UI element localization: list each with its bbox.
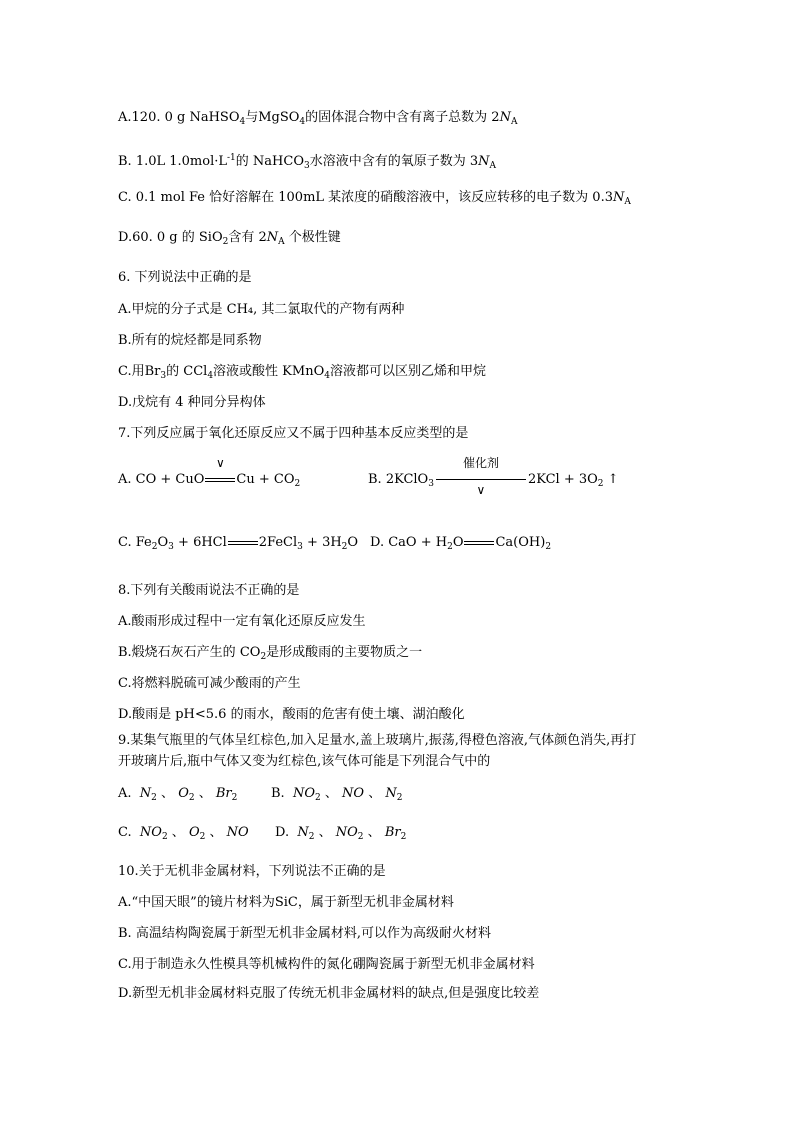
q8-stem: 8.下列有关酸雨说法不正确的是 [118, 583, 300, 598]
q10-option-c: C.用于制造永久性模具等机械构件的氮化硼陶瓷属于新型无机非金属材料 [118, 957, 535, 972]
q5-option-a: A.120. 0 g NaHSO$_4$与MgSO$_4$的固体混合物中含有离子总数为 $2N_A$ [118, 110, 518, 127]
double-line [228, 541, 258, 545]
q9-stem-line-1: 9.某集气瓶里的气体呈红棕色,加入足量水,盖上玻璃片,振荡,得橙色溶液,气体颜色消失,再打 [118, 733, 637, 748]
equation-arrow: 催化剂 ∨ [434, 472, 528, 488]
q6-option-c: C.用$Br_3$的 CCl$_4$溶液或酸性 KMnO$_4$溶液都可以区别乙烯和甲烷 [118, 364, 486, 381]
q6-stem: 6. 下列说法中正确的是 [118, 270, 252, 285]
q6-option-a: A.甲烷的分子式是 CH₄, 其二氯取代的产物有两种 [118, 302, 405, 317]
q9-stem-line-2: 开玻璃片后,瓶中气体又变为红棕色,该气体可能是下列混合气中的 [118, 754, 491, 769]
q6-option-b: B.所有的烷烃都是同系物 [118, 333, 262, 348]
q10-stem: 10.关于无机非金属材料，下列说法不正确的是 [118, 864, 386, 879]
q5-option-c: C. 0.1 mol Fe 恰好溶解在 100mL 某浓度的硝酸溶液中，该反应转移的电子数为 $0.3N_A$ [118, 190, 631, 207]
q9-option-a: A. $N_2$ 、 $O_2$ 、 $Br_2$ [118, 786, 238, 803]
q7-option-c: C. $Fe_2O_3 + 6HCl$ 2FeCl$_3$ + $3H_2O$ [118, 535, 359, 552]
q9-option-c: C. $NO_2$ 、 $O_2$ 、 NO [118, 825, 249, 842]
q9-option-b: B. $NO_2$ 、 NO 、 $N_2$ [271, 786, 403, 803]
q10-option-a: A.“中国天眼”的镜片材料为SiC，属于新型无机非金属材料 [118, 895, 454, 910]
q7-stem: 7.下列反应属于氧化还原反应又不属于四种基本反应类型的是 [118, 426, 469, 441]
q8-option-d: D.酸雨是 pH<5.6 的雨水，酸雨的危害有使土壤、湖泊酸化 [118, 707, 465, 722]
q8-option-c: C.将燃料脱硫可减少酸雨的产生 [118, 676, 301, 691]
reaction-line [436, 479, 526, 480]
double-line [205, 478, 235, 482]
q7-option-b: B. 2KClO$_3$ 催化剂 ∨ $2KCl + 3O_2$ ↑ [368, 456, 619, 497]
q7-option-d: D. CaO + $H_2O$ $Ca(OH)_2$ [370, 535, 552, 552]
q5-option-d: D.60. 0 g 的 SiO$_2$含有 $2N_A$ 个极性键 [118, 230, 341, 247]
q8-option-a: A.酸雨形成过程中一定有氧化还原反应发生 [118, 614, 366, 629]
q8-option-b: B.煅烧石灰石产生的 $CO_2$是形成酸雨的主要物质之一 [118, 645, 423, 662]
equation-arrow: ∨ [204, 472, 236, 488]
double-line [464, 541, 494, 545]
q5-option-b: B. 1.0L $1.0mol\cdot L^{-1}$的 NaHCO$_3$水溶液中含有的氧原子数为 $3N_A$ [118, 153, 497, 171]
q10-option-b: B. 高温结构陶瓷属于新型无机非金属材料,可以作为高级耐火材料 [118, 926, 491, 941]
q6-option-d: D.戊烷有 4 种同分异构体 [118, 395, 266, 410]
q10-option-d: D.新型无机非金属材料克服了传统无机非金属材料的缺点,但是强度比较差 [118, 986, 540, 1001]
q7-option-a: A. CO + CuO ∨ $Cu + CO_2$ [118, 456, 301, 489]
q9-option-d: D. $N_2$ 、 $NO_2$ 、 $Br_2$ [275, 825, 407, 842]
